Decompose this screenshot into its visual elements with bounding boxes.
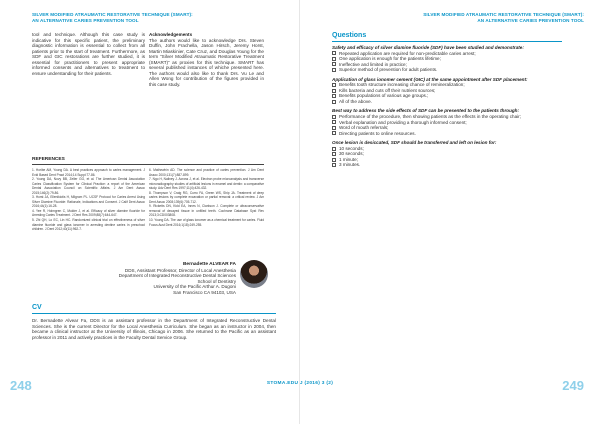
cv-divider bbox=[32, 313, 276, 314]
answer-option[interactable] bbox=[332, 131, 564, 137]
running-head-line2: AN ALTERNATIVE CARIES PREVENTION TOOL bbox=[32, 17, 139, 23]
references-column-left bbox=[32, 168, 145, 232]
answer-option[interactable] bbox=[332, 67, 564, 73]
checkbox[interactable] bbox=[332, 83, 336, 87]
answer-label: 1 minute; bbox=[339, 156, 358, 162]
author-name: Bernadette ALVEAR FA bbox=[182, 262, 236, 267]
answer-label: 3 minutes. bbox=[339, 162, 361, 168]
checkbox[interactable] bbox=[332, 57, 336, 61]
reference-item: 2. Young DA, Novy BB, Zeller GG, et al. The American Dental Association Caries Classification System for Clinical Practice: a report of the American Dental Association Council on Scientific Affairs. J Am Dent Assoc 2015;146(2):79-86. bbox=[32, 177, 145, 195]
checkbox[interactable] bbox=[332, 115, 336, 119]
page-number-right: 249 bbox=[562, 378, 584, 393]
answer-option[interactable] bbox=[332, 99, 564, 105]
checkbox[interactable] bbox=[332, 131, 336, 135]
reference-item: 5. Zhi QH, Lo EC, Lin HC. Randomized clinical trial on effectiveness of silver diamine fluoride and glass ionomer in arresting dentine caries in preschool children. J Dent 2012;40(11):962-7. bbox=[32, 218, 145, 232]
questions-body bbox=[332, 45, 564, 168]
checkbox[interactable] bbox=[332, 51, 336, 55]
running-head bbox=[32, 12, 193, 23]
question-title: Application of glass ionomer cement (GIC) at the same appointment after SDF placement: bbox=[332, 76, 528, 82]
acknowledgements-text: The authors would like to acknowledge Drs. Steven Duffin, John Frachella, Jason Hirsch, Jeremy Horst, Martin Miaskinier, Cate Cruz, and Douglas Young for the term “Silver Modified Atraumatic Restorative Treatment (SMART)” as proxies for this technique. SMART has several published instances of whiche presented here. The authors would also like to thank Drs. Vu Le and Allen Wong for contribution of the figures provided in this case study. bbox=[149, 37, 264, 87]
running-head-line2: AN ALTERNATIVE CARIES PREVENTION TOOL bbox=[477, 17, 584, 23]
reference-item: 7. Ngo H, Naliney J. Across J, et al. Electron probe microanalysis and transverse microradiography studies of artificial lesions in enamel and dentin: a comparative study. Adv Dent Res 1997;11(4):426-432. bbox=[149, 177, 264, 191]
reference-item: 10. Young DA. The use of glass ionomer as a chemical treatment for caries. Fluid Focus Aust Dent 2016;1(18):249-255. bbox=[149, 218, 264, 227]
checkbox[interactable] bbox=[332, 100, 336, 104]
checkbox[interactable] bbox=[332, 89, 336, 93]
checkbox[interactable] bbox=[332, 158, 336, 162]
author-block bbox=[46, 262, 236, 295]
answer-option[interactable] bbox=[332, 162, 564, 168]
reference-item: 1. Horibe AM, Young DA. A best practices approach to caries management. J Evid Based Dent Pract 2014;14 Suppl:77-86. bbox=[32, 168, 145, 177]
cv-heading: CV bbox=[32, 304, 42, 311]
answer-label: Kills bacteria and cuts off their nutrient sources; bbox=[339, 87, 436, 93]
author-affiliation-line: Department of Integrated Reconstructive Dental Sciences bbox=[118, 273, 236, 279]
references-divider bbox=[32, 164, 264, 165]
answer-label: 30 seconds; bbox=[339, 151, 364, 157]
reference-item: 4. Yee R, Holmgren C, Mulder J, et al. Efficacy of silver diamine fluoride for Arresting Caries Treatment. J Dent Res 2009;88(7):644-647. bbox=[32, 208, 145, 218]
question-title: Safety and efficacy of silver diamine fluoride (SDF) have been studied and demonstrate: bbox=[332, 45, 524, 50]
answer-label: Ineffective and limited in practice; bbox=[339, 61, 407, 67]
answer-list bbox=[332, 114, 564, 136]
answer-label: Superior method of prevention for adult patients. bbox=[339, 67, 438, 73]
checkbox[interactable] bbox=[332, 152, 336, 156]
questions-heading: Questions bbox=[332, 32, 367, 39]
author-photo bbox=[240, 260, 268, 288]
answer-label: Benefits populations of various age groups.; bbox=[339, 93, 429, 99]
questions-divider bbox=[332, 41, 562, 42]
reference-item: 6. Mathewhin AD. The science and practice of caries prevention. J Am Dent Assoc 2000;131(7):887-899. bbox=[149, 168, 264, 177]
answer-label: Performance of the procedure, then showing patients as the effects in the operating chair; bbox=[339, 114, 521, 120]
answer-label: All of the above. bbox=[339, 98, 372, 104]
page-number-left: 248 bbox=[10, 378, 32, 393]
answer-label: Repeated application are required for non-predictable caries arrest; bbox=[339, 50, 476, 56]
checkbox[interactable] bbox=[332, 62, 336, 66]
references-column-right bbox=[149, 168, 264, 227]
running-head bbox=[423, 12, 584, 23]
answer-label: One application is enough for the patients lifetime; bbox=[339, 56, 441, 62]
answer-list bbox=[332, 146, 564, 168]
author-affiliation-line: University of the Pacific Arthur A. Dugoni bbox=[153, 284, 236, 290]
checkbox[interactable] bbox=[332, 120, 336, 124]
checkbox[interactable] bbox=[332, 126, 336, 130]
right-page bbox=[300, 0, 600, 424]
cv-text: Dr. Bernadette Alvear Fa, DDS is an assistant professor in the Department of Integrated Reconstructive Dental Sciences. She is the current Director for the Local Anesthesia Curriculum. She began as an instructor in 2004, then became a clinical instructor at the University of Illinois, Chicago in 2006. She returned to the Pacific as an assistant professor in 2011 and actively practices in the Faculty Dental Service Group. bbox=[32, 318, 276, 340]
running-head-line1: SILVER MODIFIED ATRAUMATIC RESTORATIVE TECHNIQUE (SMART): bbox=[423, 12, 584, 17]
journal-footer: STOMA.EDU J (2016) 3 (2) bbox=[266, 381, 334, 386]
author-affiliation-line: DDS, Assistant Professor, Director of Local Anesthesia bbox=[124, 267, 236, 273]
answer-list bbox=[332, 82, 564, 104]
checkbox[interactable] bbox=[332, 163, 336, 167]
checkbox[interactable] bbox=[332, 68, 336, 72]
body-column-left bbox=[32, 32, 145, 76]
reference-item: 3. Horst JA, Ellenikiotis H, Milgrom PL. UCSF Protocol for Caries Arrest Using Silver Diamine Fluoride: Rationale, Indications and Consent. J Calif Dent Assoc 2016;44(1):16-28. bbox=[32, 195, 145, 209]
answer-label: 10 seconds; bbox=[339, 145, 364, 151]
question-title: Once lesion is desiccated, SDF should be transferred and left on lesion for: bbox=[332, 140, 497, 146]
references-heading: REFERENCES bbox=[32, 157, 65, 162]
checkbox[interactable] bbox=[332, 94, 336, 98]
author-affiliation-line: School of Dentistry bbox=[197, 278, 236, 284]
reference-item: 9. Ricketts DN, Kidd EA, Innes N, Clarkson J. Complete or ultraconservative removal of decayed tissue in unfilled teeth. Cochrane Database Syst Rev 2013;3:CD003808. bbox=[149, 204, 264, 218]
author-affiliation-line: San Francisco CA 94103, USA bbox=[173, 289, 236, 295]
answer-label: Verbal explanation and providing a thorough informed consent; bbox=[339, 119, 467, 125]
running-head-line1: SILVER MODIFIED ATRAUMATIC RESTORATIVE TECHNIQUE (SMART): bbox=[32, 12, 193, 17]
body-column-right bbox=[149, 32, 264, 87]
answer-label: Benefits tooth structure increasing chance of remineralization; bbox=[339, 82, 465, 88]
intro-paragraph: tool and technique. Although this case study is indicative for this specific patient, the preliminary diagnostic information is essential to collect from all patients prior to the start of treatment. Furthermore, as SDF and GIC restorations are further studied, it is essential for practitioners to present appropriate informed consents and alternatives to treatment to ensure understanding for their patients. bbox=[32, 32, 145, 76]
acknowledgements-heading: Acknowledgements bbox=[149, 32, 193, 37]
question-title: Best way to address the side effects of SDF can be presented to the patients through: bbox=[332, 108, 520, 114]
answer-label: Word of mouth referrals; bbox=[339, 125, 389, 131]
reference-item: 8. Thompson V, Craig RG, Curro FA, Green WS, Ship JA. Treatment of deep caries lesions by complete excavation or partial removal: a critical review. J Am Dent Assoc 2008;139(6):705-712. bbox=[149, 190, 264, 204]
checkbox[interactable] bbox=[332, 147, 336, 151]
answer-list bbox=[332, 51, 564, 73]
answer-label: Directing patients to online resources. bbox=[339, 130, 416, 136]
